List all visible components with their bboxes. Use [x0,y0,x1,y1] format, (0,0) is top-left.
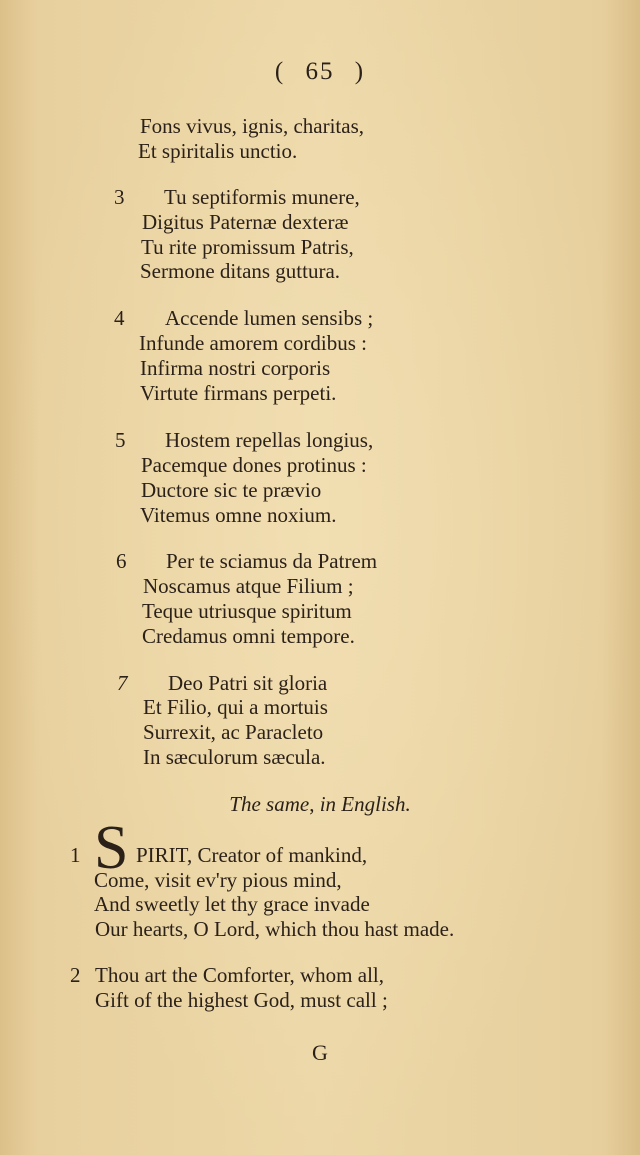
signature-mark: G [312,1040,328,1065]
verse-line: Teque utriusque spiritum [142,599,352,623]
stanza-number: 4 [114,306,125,330]
verse-line: Gift of the highest God, must call ; [95,988,388,1012]
verse-line: Digitus Paternæ dexteræ [142,210,349,234]
verse-line: Vitemus omne noxium. [140,503,337,527]
verse-line: And sweetly let thy grace invade [94,892,370,916]
stanza-number: 1 [70,843,81,867]
verse-line: Credamus omni tempore. [142,624,355,648]
verse-line: Fons vivus, ignis, charitas, [140,114,364,138]
verse-line: Surrexit, ac Paracleto [143,720,324,744]
heading-separator: , [309,792,320,816]
verse-line: Et Filio, qui a mortuis [143,695,328,719]
heading-italic-part: The same [229,792,310,816]
stanza-number: 3 [114,185,125,209]
verse-line: Tu septiformis munere, [164,185,360,209]
stanza-number: 6 [116,549,127,573]
verse-line: Thou art the Comforter, whom all, [95,963,385,987]
drop-cap-letter: S [94,814,129,882]
header-close-paren: ) [354,58,366,85]
stanza-number: 7 [117,671,128,695]
page-header [0,58,640,86]
stanza-number: 2 [70,963,81,987]
stanza-number: 5 [115,428,126,452]
verse-line: Et spiritalis unctio. [138,139,298,163]
header-open-paren: ( [274,58,286,85]
verse-line: Hostem repellas longius, [165,428,374,452]
verse-line: Sermone ditans guttura. [140,259,341,283]
verse-line: Noscamus atque Filium ; [143,574,354,598]
verse-line: Deo Patri sit gloria [168,671,328,695]
verse-line: Come, visit ev'ry pious mind, [94,868,342,892]
verse-line: Infunde amorem cordibus : [139,331,368,355]
page-number: 65 [305,58,335,85]
verse-line: PIRIT, Creator of mankind, [136,843,368,867]
verse-line: Accende lumen sensibs ; [165,306,374,330]
verse-line: Per te sciamus da Patrem [166,549,378,573]
verse-line: In sæculorum sæcula. [143,745,326,769]
verse-line: Virtute firmans perpeti. [140,381,337,405]
verse-line: Pacemque dones protinus : [141,453,367,477]
verse-line: Our hearts, O Lord, which thou hast made. [95,917,455,941]
verse-line: Tu rite promissum Patris, [141,235,354,259]
verse-line: Infirma nostri corporis [140,356,331,380]
heading-rest: in English. [319,792,411,816]
verse-line: Ductore sic te prævio [141,478,322,502]
